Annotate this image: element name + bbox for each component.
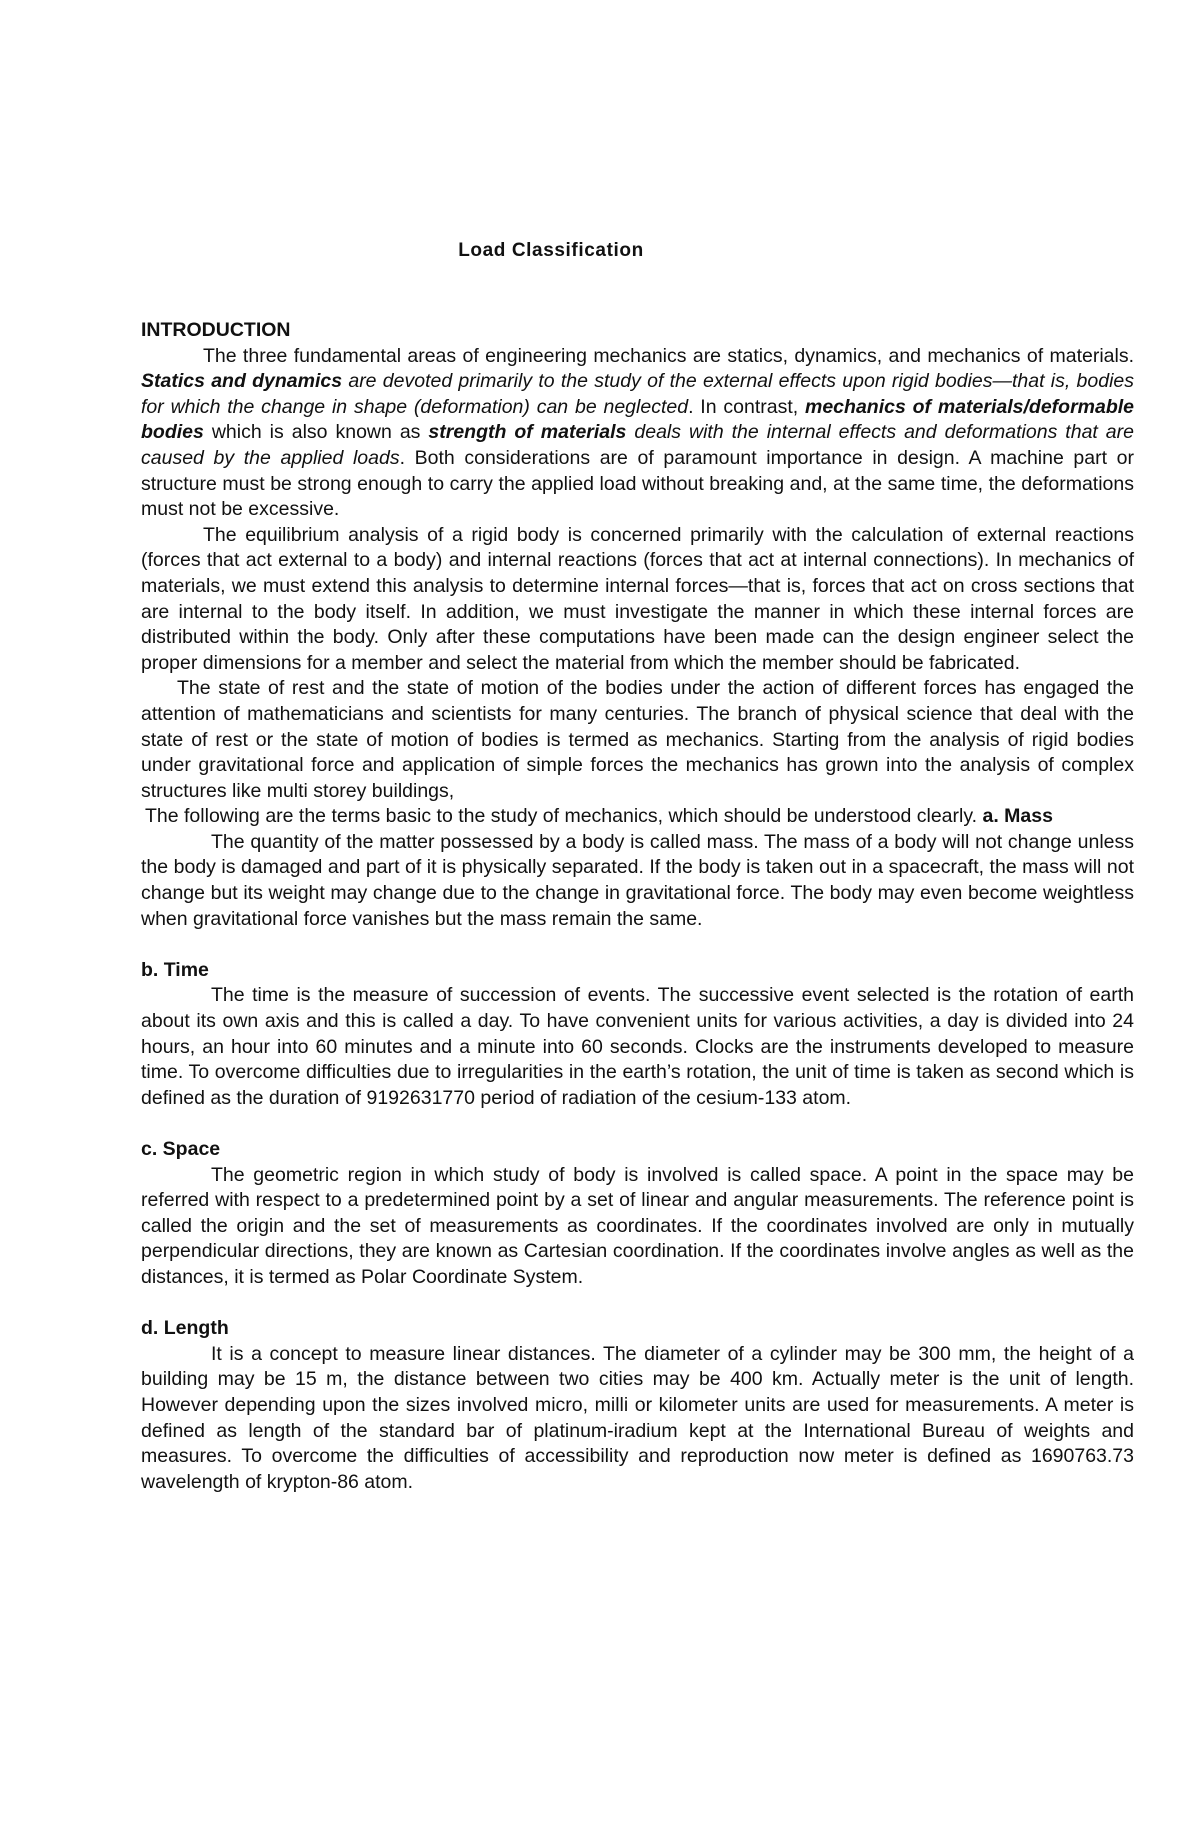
intro-paragraph-1: The three fundamental areas of engineering mechanics are statics, dynamics, and mechanics of materials. Statics and dynamics are devoted primarily to the study of the external effects upon rigid bodies—that is, bodies for which the change in shape (deformation) can be neglected. In contrast, mechanics of materials/deformable bodies which is also known as strength of materials deals with the internal effects and deformations that are caused by the applied loads. Both considerations are of paramount importance in design. A machine part or structure must be strong enough to carry the applied load without breaking and, at the same time, the deformations must not be excessive.	[141, 344, 1135, 521]
page-title: Load Classification	[458, 240, 644, 261]
intro-heading: INTRODUCTION	[141, 319, 291, 341]
mass-heading: a. Mass	[982, 805, 1053, 828]
intro-paragraph-3: The state of rest and the state of motion of the bodies under the action of different forces has engaged the attention of mathematicians and scientists for many centuries. The branch of physical science that deal with the state of rest or the state of motion of bodies is termed as mechanics. Starting from the analysis of rigid bodies under gravitational force and application of simple forces the mechanics has grown into the analysis of complex structures like multi storey buildings,	[141, 677, 1134, 802]
length-heading: d. Length	[141, 1317, 229, 1340]
length-paragraph: It is a concept to measure linear distances. The diameter of a cylinder may be 300 mm, the height of a building may be 15 m, the distance between two cities may be 400 km. Actually meter is the unit of length. However depending upon the sizes involved micro, milli or kilometer units are used for measurements. A meter is defined as length of the standard bar of platinum-iradium kept at the International Bureau of weights and measures. To overcome the difficulties of accessibility and reproduction now meter is defined as 1690763.73 wavelength of krypton-86 atom.	[141, 1342, 1134, 1493]
intro-paragraph-2: The equilibrium analysis of a rigid body is concerned primarily with the calculation of external reactions (forces that act external to a body) and internal reactions (forces that act at internal connections). In mechanics of materials, we must extend this analysis to determine internal forces—that is, forces that act on cross sections that are internal to the body itself. In addition, we must investigate the manner in which these internal forces are distributed within the body. Only after these computations have been made can the design engineer select the proper dimensions for a member and select the material from which the member should be fabricated.	[141, 523, 1134, 674]
time-heading: b. Time	[141, 958, 209, 981]
mass-paragraph: The quantity of the matter possessed by a body is called mass. The mass of a body will not change unless the body is damaged and part of it is physically separated. If the body is taken out in a spacecraft, the mass will not change but its weight may change due to the change in gravitational force. The body may even become weightless when gravitational force vanishes but the mass remain the same.	[141, 830, 1134, 930]
space-paragraph: The geometric region in which study of body is involved is called space. A point in the space may be referred with respect to a predetermined point by a set of linear and angular measurements. The reference point is called the origin and the set of measurements as coordinates. If the coordinates involved are only in mutually perpendicular directions, they are known as Cartesian coordination. If the coordinates involve angles as well as the distances, it is termed as Polar Coordinate System.	[141, 1163, 1134, 1288]
document-body	[141, 318, 1134, 1495]
intro-paragraph-4: The following are the terms basic to the study of mechanics, which should be understood clearly. a. Mass	[145, 805, 1053, 828]
time-paragraph: The time is the measure of succession of events. The successive event selected is the rotation of earth about its own axis and this is called a day. To have convenient units for various activities, a day is divided into 24 hours, an hour into 60 minutes and a minute into 60 seconds. Clocks are the instruments developed to measure time. To overcome difficulties due to irregularities in the earth’s rotation, the unit of time is taken as second which is defined as the duration of 9192631770 period of radiation of the cesium-133 atom.	[141, 984, 1134, 1109]
space-heading: c. Space	[141, 1138, 221, 1160]
